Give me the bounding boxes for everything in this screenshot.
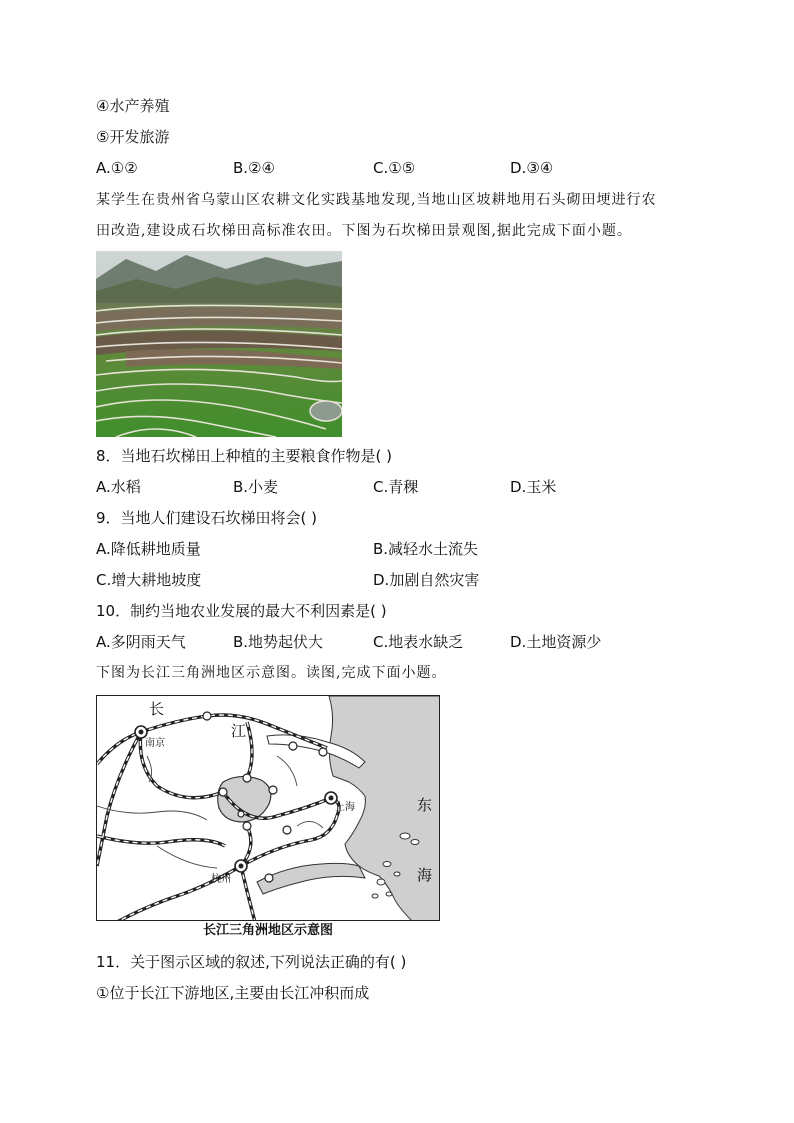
yangtze-delta-map <box>96 695 440 921</box>
q9-option-d: D.加剧自然灾害 <box>373 571 480 589</box>
terrace-photo <box>96 251 342 437</box>
q9-option-b: B.减轻水土流失 <box>373 540 479 558</box>
q8-option-a: A.水稻 <box>96 478 141 496</box>
terrace-intro-line1: 某学生在贵州省乌蒙山区农耕文化实践基地发现,当地山区坡耕地用石头砌田埂进行农 <box>96 192 657 208</box>
q11-stem: 11．关于图示区域的叙述,下列说法正确的有( ) <box>96 953 407 971</box>
q10-stem: 10．制约当地农业发展的最大不利因素是( ) <box>96 602 387 620</box>
answer-a: A.①② <box>96 159 138 177</box>
option-4: ④水产养殖 <box>96 97 170 115</box>
answer-d: D.③④ <box>510 159 554 177</box>
q10-option-b: B.地势起伏大 <box>233 633 324 651</box>
label-shanghai: 上海 <box>335 802 355 813</box>
label-hai: 海 <box>417 866 433 884</box>
q11-item-1: ①位于长江下游地区,主要由长江冲积而成 <box>96 984 370 1002</box>
label-chang: 长 <box>149 700 165 718</box>
q10-option-d: D.土地资源少 <box>510 633 602 651</box>
q10-option-a: A.多阴雨天气 <box>96 633 186 651</box>
answer-b: B.②④ <box>233 159 275 177</box>
label-dong: 东 <box>417 796 433 814</box>
q8-stem: 8．当地石坎梯田上种植的主要粮食作物是( ) <box>96 447 393 465</box>
q8-option-c: C.青稞 <box>373 478 419 496</box>
terrace-landscape-image <box>96 251 342 437</box>
label-nanjing: 南京 <box>145 738 165 749</box>
q10-option-c: C.地表水缺乏 <box>373 633 464 651</box>
map-caption: 长江三角洲地区示意图 <box>202 923 333 938</box>
delta-intro: 下图为长江三角洲地区示意图。读图,完成下面小题。 <box>96 665 447 681</box>
q8-option-b: B.小麦 <box>233 478 279 496</box>
q9-option-a: A.降低耕地质量 <box>96 540 201 558</box>
q8-option-d: D.玉米 <box>510 478 557 496</box>
label-hangzhou: 杭州 <box>211 874 231 885</box>
terrace-intro-line2: 田改造,建设成石坎梯田高标准农田。下图为石坎梯田景观图,据此完成下面小题。 <box>96 223 632 239</box>
map-drawing <box>97 696 440 921</box>
label-jiang: 江 <box>231 722 247 740</box>
option-5: ⑤开发旅游 <box>96 128 170 146</box>
q9-option-c: C.增大耕地坡度 <box>96 571 202 589</box>
q9-stem: 9．当地人们建设石坎梯田将会( ) <box>96 509 318 527</box>
answer-c: C.①⑤ <box>373 159 416 177</box>
